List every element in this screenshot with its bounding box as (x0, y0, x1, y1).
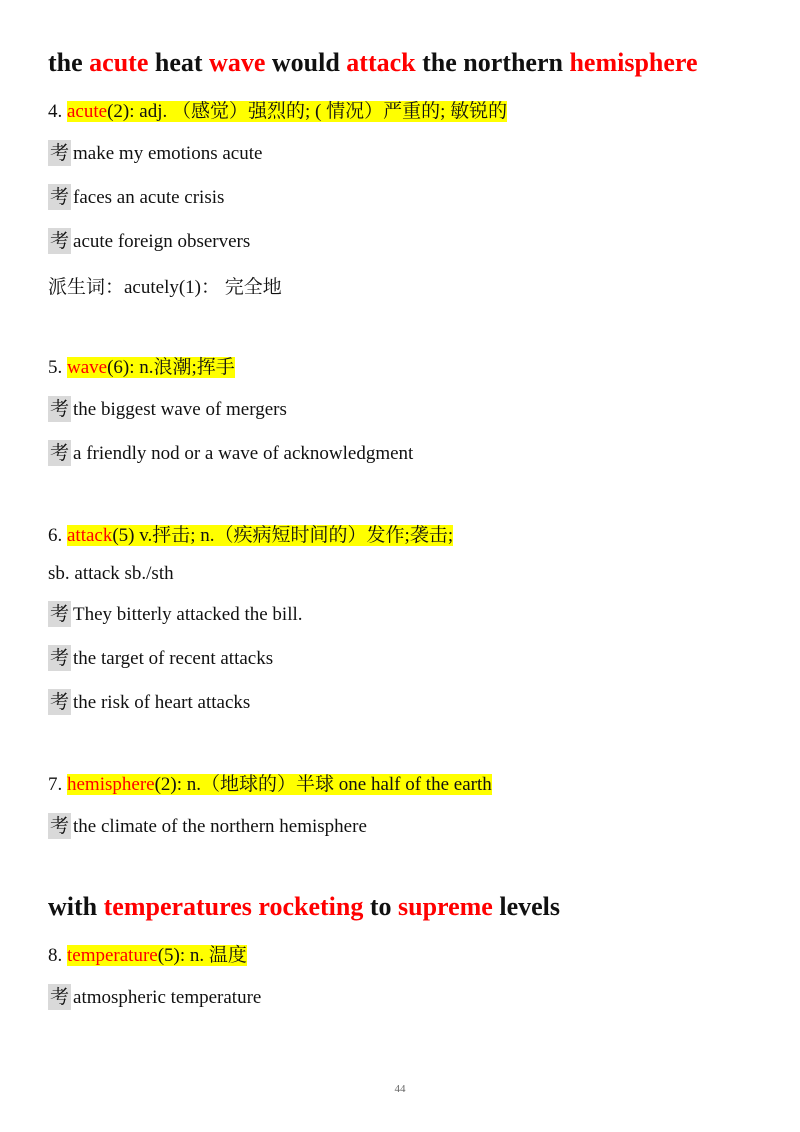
vocab-entry-hemisphere (48, 769, 492, 796)
example-text: the biggest wave of mergers (73, 399, 287, 420)
exam-marker-icon: 考 (50, 815, 70, 837)
heading-text: the (48, 48, 90, 77)
entry-word: wave (67, 357, 108, 378)
example-line (48, 140, 262, 166)
exam-marker-icon: 考 (50, 986, 70, 1008)
entry-number: 5. (48, 357, 67, 378)
keyword-wave: wave (209, 48, 266, 77)
keyword-hemisphere: hemisphere (569, 48, 698, 77)
example-text: the target of recent attacks (73, 648, 274, 669)
keyword-attack: attack (346, 48, 416, 77)
derivative-line: 派生词：acutely(1)： 完全地 (48, 277, 282, 298)
example-text: make my emotions acute (73, 143, 263, 164)
exam-marker-icon: 考 (50, 186, 70, 208)
entry-number: 6. (48, 525, 67, 546)
entry-definition: (6): n.浪潮;挥手 (107, 357, 235, 378)
exam-marker-icon: 考 (50, 442, 70, 464)
example-text: They bitterly attacked the bill. (73, 604, 303, 625)
keyword-acute: acute (89, 48, 149, 77)
heading-text: levels (492, 892, 561, 921)
entry-definition: (2): n.（地球的）半球 one half of the earth (154, 774, 492, 795)
heading-text: with (48, 892, 104, 921)
entry-word: hemisphere (67, 774, 155, 795)
keyword-supreme: supreme (398, 892, 493, 921)
example-text: the risk of heart attacks (73, 692, 251, 713)
vocab-entry-attack (48, 520, 453, 547)
vocab-entry-wave (48, 352, 235, 379)
entry-number: 4. (48, 101, 67, 122)
entry-word: attack (67, 525, 113, 546)
entry-word: temperature (67, 945, 158, 966)
example-line (48, 184, 224, 210)
entry-definition: (5): n. 温度 (157, 945, 247, 966)
example-line (48, 813, 367, 839)
vocab-entry-acute (48, 96, 507, 123)
example-text: acute foreign observers (73, 231, 251, 252)
section-heading (48, 48, 698, 78)
example-line (48, 689, 250, 715)
example-text: faces an acute crisis (73, 187, 225, 208)
vocab-entry-temperature (48, 940, 247, 967)
heading-text: to (363, 892, 398, 921)
example-text: the climate of the northern hemisphere (73, 816, 367, 837)
example-line (48, 601, 303, 627)
usage-note: sb. attack sb./sth (48, 563, 174, 584)
example-line (48, 440, 413, 466)
exam-marker-icon: 考 (50, 603, 70, 625)
example-text: a friendly nod or a wave of acknowledgment (73, 443, 414, 464)
heading-text: would (265, 48, 347, 77)
heading-text: heat (148, 48, 210, 77)
exam-marker-icon: 考 (50, 691, 70, 713)
example-line (48, 396, 287, 422)
entry-definition: (2): adj. （感觉）强烈的; ( 情况）严重的; 敏锐的 (107, 101, 508, 122)
entry-word: acute (67, 101, 108, 122)
exam-marker-icon: 考 (50, 230, 70, 252)
entry-number: 7. (48, 774, 67, 795)
example-line (48, 228, 250, 254)
exam-marker-icon: 考 (50, 142, 70, 164)
example-line (48, 645, 273, 671)
example-text: atmospheric temperature (73, 987, 262, 1008)
exam-marker-icon: 考 (50, 647, 70, 669)
page-number: 44 (394, 1083, 406, 1095)
example-line (48, 984, 261, 1010)
section-heading (48, 892, 560, 922)
keyword-temperatures-rocketing: temperatures rocketing (103, 892, 364, 921)
entry-definition: (5) v.抨击; n.（疾病短时间的）发作;袭击; (112, 525, 454, 546)
exam-marker-icon: 考 (50, 398, 70, 420)
entry-number: 8. (48, 945, 67, 966)
heading-text: the northern (415, 48, 570, 77)
